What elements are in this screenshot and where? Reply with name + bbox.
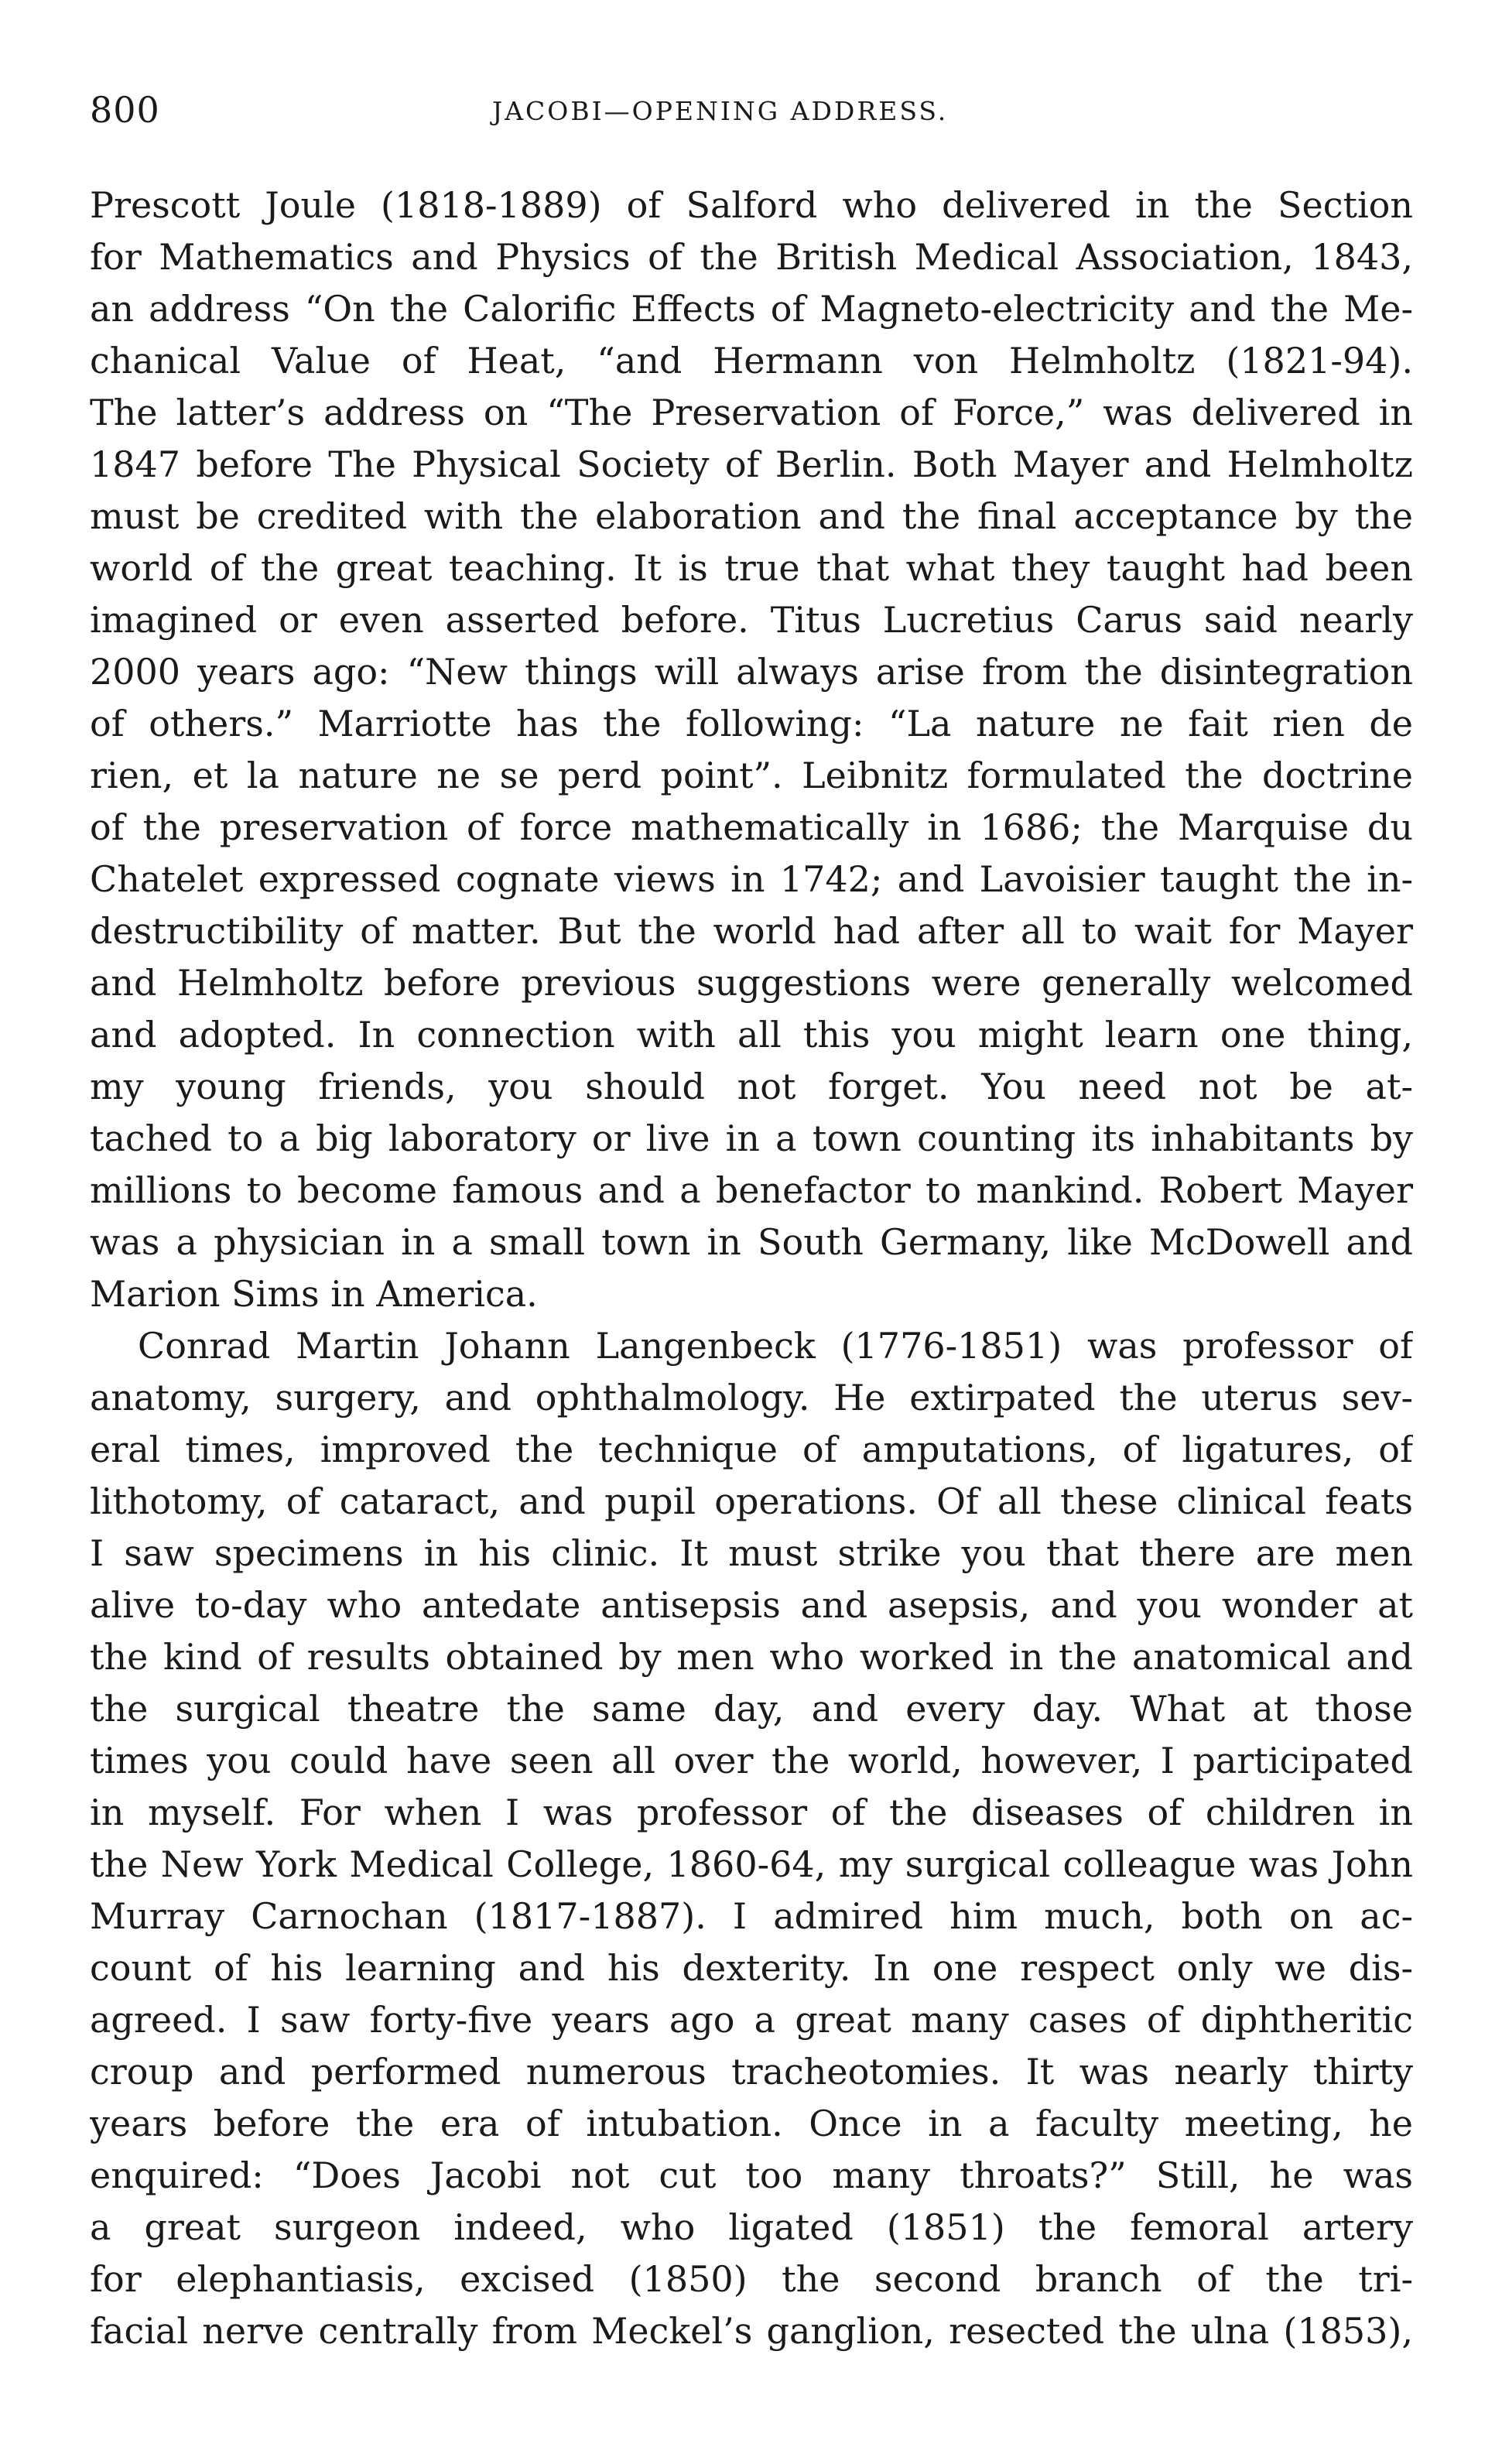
text-line: alive to-day who antedate antisepsis and asepsis, and you wonder at: [90, 1584, 1413, 1626]
text-line: imagined or even asserted before. Titus Lucretius Carus said nearly: [90, 599, 1413, 641]
text-line: the surgical theatre the same day, and every day. What at those: [90, 1688, 1413, 1730]
text-line: must be credited with the elaboration and the final acceptance by the: [90, 495, 1413, 537]
text-line: Murray Carnochan (1817-1887). I admired him much, both on ac-: [90, 1895, 1413, 1937]
text-line: Chatelet expressed cognate views in 1742; and Lavoisier taught the in-: [90, 858, 1413, 900]
text-line: for Mathematics and Physics of the British Medical Association, 1843,: [90, 236, 1413, 278]
text-line: of the preservation of force mathematically in 1686; the Marquise du: [90, 806, 1413, 848]
text-line: and Helmholtz before previous suggestions were generally welcomed: [90, 962, 1413, 1004]
text-line: for elephantiasis, excised (1850) the second branch of the tri-: [90, 2258, 1413, 2300]
text-line: 1847 before The Physical Society of Berlin. Both Mayer and Helmholtz: [90, 443, 1413, 485]
text-line: Prescott Joule (1818-1889) of Salford who delivered in the Section: [90, 184, 1413, 226]
page-header: [90, 87, 1413, 133]
text-line: facial nerve centrally from Meckel’s ganglion, resected the ulna (1853),: [90, 2310, 1413, 2352]
text-line: an address “On the Calorific Effects of Magneto-electricity and the Me-: [90, 288, 1413, 330]
text-line: in myself. For when I was professor of the diseases of children in: [90, 1792, 1413, 1833]
running-title: JACOBI—OPENING ADDRESS.: [492, 96, 949, 126]
paragraph-end-line: Marion Sims in America.: [90, 1273, 538, 1315]
text-line: agreed. I saw forty-five years ago a great many cases of diphtheritic: [90, 1999, 1413, 2041]
text-line: a great surgeon indeed, who ligated (1851) the femoral artery: [90, 2206, 1413, 2248]
text-line: croup and performed numerous tracheotomies. It was nearly thirty: [90, 2051, 1413, 2093]
text-line: The latter’s address on “The Preservation of Force,” was delivered in: [90, 392, 1413, 433]
text-line: chanical Value of Heat, “and Hermann von Helmholtz (1821-94).: [90, 340, 1413, 382]
text-line: anatomy, surgery, and ophthalmology. He extirpated the uterus sev-: [90, 1377, 1413, 1419]
text-line: my young friends, you should not forget. You need not be at-: [90, 1066, 1413, 1107]
text-line: I saw specimens in his clinic. It must strike you that there are men: [90, 1532, 1413, 1574]
text-line: and adopted. In connection with all this you might learn one thing,: [90, 1014, 1413, 1056]
text-line: world of the great teaching. It is true that what they taught had been: [90, 547, 1413, 589]
text-line: eral times, improved the technique of amputations, of ligatures, of: [90, 1429, 1413, 1470]
text-line: tached to a big laboratory or live in a town counting its inhabitants by: [90, 1117, 1413, 1159]
text-line: of others.” Marriotte has the following: “La nature ne fait rien de: [90, 703, 1413, 744]
text-line: times you could have seen all over the world, however, I participated: [90, 1740, 1413, 1781]
text-line: years before the era of intubation. Once in a faculty meeting, he: [90, 2103, 1413, 2144]
text-line: millions to become famous and a benefactor to mankind. Robert Mayer: [90, 1169, 1413, 1211]
paragraph-start-line: Conrad Martin Johann Langenbeck (1776-1851) was professor of: [138, 1325, 1413, 1367]
text-line: rien, et la nature ne se perd point”. Leibnitz formulated the doctrine: [90, 755, 1413, 796]
text-line: count of his learning and his dexterity. In one respect only we dis-: [90, 1947, 1413, 1989]
text-line: enquired: “Does Jacobi not cut too many throats?” Still, he was: [90, 2154, 1413, 2196]
text-line: 2000 years ago: “New things will always arise from the disintegration: [90, 651, 1413, 693]
body-text: [90, 180, 1413, 2357]
text-line: the New York Medical College, 1860-64, my surgical colleague was John: [90, 1843, 1413, 1885]
text-line: destructibility of matter. But the world had after all to wait for Mayer: [90, 910, 1413, 952]
page-number: 800: [90, 89, 160, 131]
text-line: was a physician in a small town in South Germany, like McDowell and: [90, 1221, 1413, 1263]
text-line: the kind of results obtained by men who worked in the anatomical and: [90, 1636, 1413, 1678]
text-line: lithotomy, of cataract, and pupil operations. Of all these clinical feats: [90, 1480, 1413, 1522]
